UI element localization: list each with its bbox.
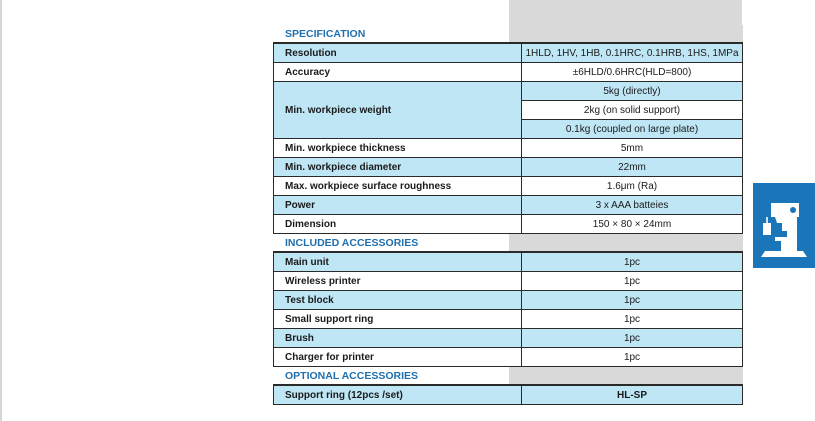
row-label: Main unit (274, 253, 522, 272)
table-row (274, 139, 743, 158)
row-label: Resolution (274, 44, 522, 63)
row-label: Support ring (12pcs /set) (274, 386, 522, 405)
row-value: 1HLD, 1HV, 1HB, 0.1HRC, 0.1HRB, 1HS, 1MPa (522, 44, 743, 63)
table-row (274, 63, 743, 82)
row-label: Max. workpiece surface roughness (274, 177, 522, 196)
row-value: 1pc (522, 310, 743, 329)
specification-heading: SPECIFICATION (273, 25, 743, 43)
optional-accessories-table (273, 385, 743, 405)
row-value: 150 × 80 × 24mm (522, 215, 743, 234)
row-value: ±6HLD/0.6HRC(HLD=800) (522, 63, 743, 82)
row-label: Min. workpiece diameter (274, 158, 522, 177)
row-value: 1.6μm (Ra) (522, 177, 743, 196)
included-accessories-table (273, 252, 743, 367)
table-row (274, 196, 743, 215)
row-label: Small support ring (274, 310, 522, 329)
spec-sheet (273, 25, 743, 405)
row-label: Charger for printer (274, 348, 522, 367)
table-row (274, 272, 743, 291)
table-row (274, 177, 743, 196)
table-row (274, 291, 743, 310)
row-value: 5mm (522, 139, 743, 158)
table-row (274, 329, 743, 348)
row-label: Test block (274, 291, 522, 310)
included-accessories-heading: INCLUDED ACCESSORIES (273, 234, 743, 252)
table-row (274, 44, 743, 63)
row-label: Accuracy (274, 63, 522, 82)
row-value: 1pc (522, 253, 743, 272)
row-value: 1pc (522, 348, 743, 367)
row-value: HL-SP (522, 386, 743, 405)
hardness-tester-icon (753, 183, 815, 268)
table-row (274, 158, 743, 177)
row-value: 3 x AAA batteies (522, 196, 743, 215)
row-value: 5kg (directly) (522, 82, 743, 101)
row-value: 2kg (on solid support) (522, 101, 743, 120)
row-value: 1pc (522, 291, 743, 310)
specification-table (273, 43, 743, 234)
row-value: 1pc (522, 272, 743, 291)
row-label: Min. workpiece weight (274, 82, 522, 139)
table-row (274, 215, 743, 234)
row-label: Brush (274, 329, 522, 348)
table-row (274, 310, 743, 329)
table-row (274, 386, 743, 405)
table-row (274, 253, 743, 272)
row-value: 22mm (522, 158, 743, 177)
row-value: 0.1kg (coupled on large plate) (522, 120, 743, 139)
row-label: Min. workpiece thickness (274, 139, 522, 158)
row-label: Dimension (274, 215, 522, 234)
table-row (274, 82, 743, 101)
row-label: Wireless printer (274, 272, 522, 291)
optional-accessories-heading: OPTIONAL ACCESSORIES (273, 367, 743, 385)
table-row (274, 348, 743, 367)
row-label: Power (274, 196, 522, 215)
page-edge-line (0, 0, 2, 421)
row-value: 1pc (522, 329, 743, 348)
